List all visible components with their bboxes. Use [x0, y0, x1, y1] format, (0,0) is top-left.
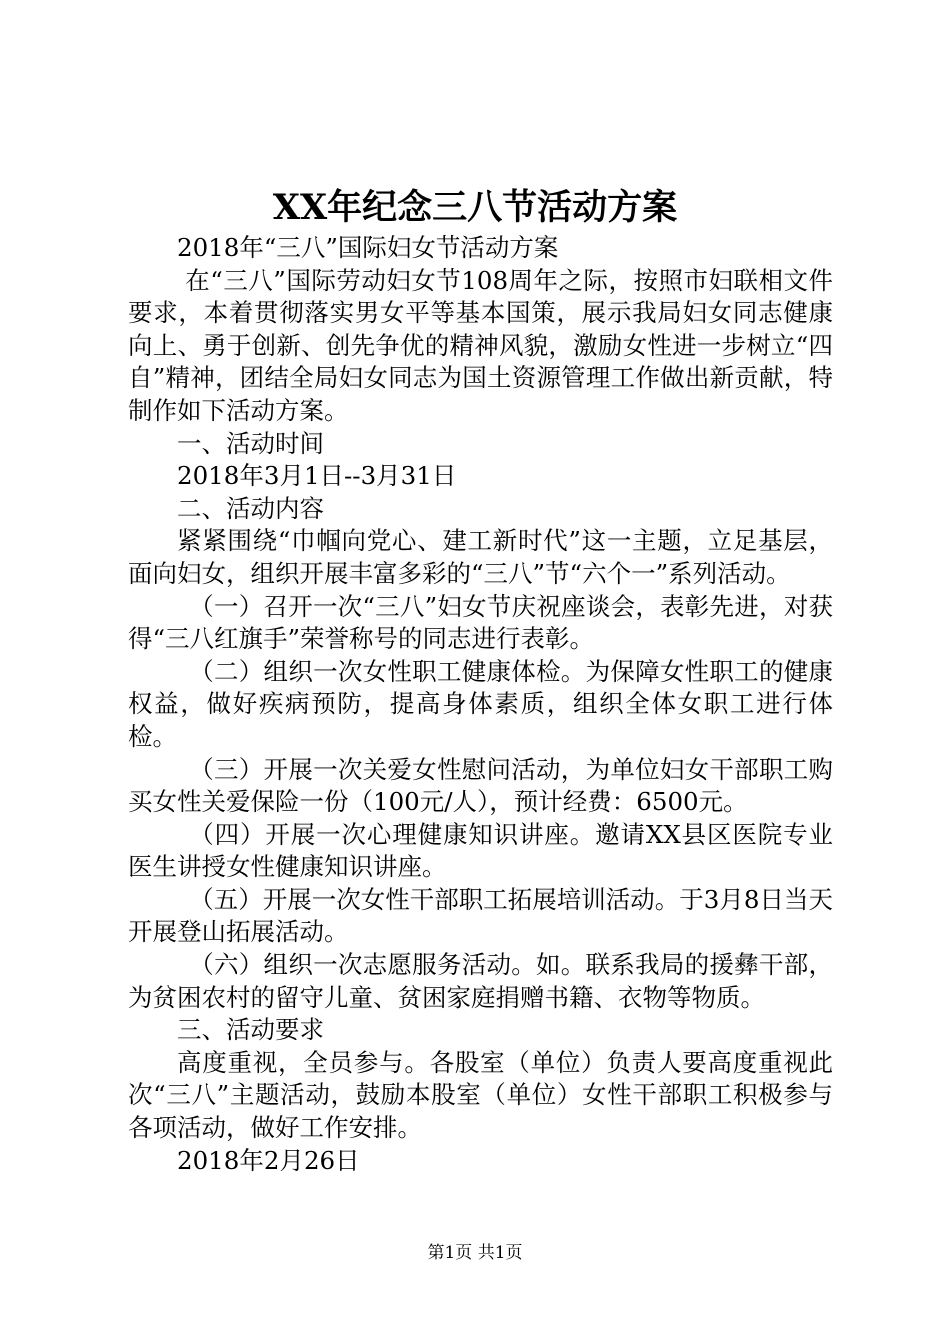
time-paragraph: 2018年3月1日--3月31日	[177, 461, 457, 491]
document-title: XX年纪念三八节活动方案	[272, 187, 678, 228]
subtitle-paragraph: 2018年“三八”国际妇女节活动方案	[177, 233, 559, 262]
activity-item-4: （四）开展一次心理健康知识讲座。邀请XX县区医院专业医生讲授女性健康知识讲座。	[128, 819, 833, 882]
page-footer: 第1页 共1页	[427, 1243, 523, 1263]
activity-item-2: （二）组织一次女性职工健康体检。为保障女性职工的健康权益，做好疾病预防，提高身体素质，组织全体女职工进行体检。	[128, 656, 833, 751]
section-heading-time: 一、活动时间	[177, 428, 324, 458]
content-intro-paragraph: 紧紧围绕“巾帼向党心、建工新时代”这一主题，立足基层，面向妇女，组织开展丰富多彩的“三八”节“六个一”系列活动。	[128, 526, 833, 588]
section-heading-requirements: 三、活动要求	[177, 1015, 324, 1045]
requirements-paragraph: 高度重视，全员参与。各股室（单位）负责人要高度重视此次“三八”主题活动，鼓励本股室（单位）女性干部职工积极参与各项活动，做好工作安排。	[128, 1047, 833, 1143]
activity-item-6: （六）组织一次志愿服务活动。如。联系我局的援彝干部，为贫困农村的留守儿童、贫困家庭捐赠书籍、衣物等物质。	[128, 950, 833, 1012]
activity-item-1: （一）召开一次“三八”妇女节庆祝座谈会，表彰先进，对获得“三八红旗手”荣誉称号的同志进行表彰。	[128, 591, 833, 654]
section-heading-content: 二、活动内容	[177, 493, 324, 523]
activity-item-5: （五）开展一次女性干部职工拓展培训活动。于3月8日当天开展登山拓展活动。	[128, 884, 833, 947]
document-body	[128, 232, 833, 1177]
date-paragraph: 2018年2月26日	[177, 1145, 360, 1175]
intro-paragraph: 在“三八”国际劳动妇女节108周年之际，按照市妇联相文件要求，本着贯彻落实男女平等基本国策，展示我局妇女同志健康向上、勇于创新、创先争优的精神风貌，激励女性进一步树立“四自”精神，团结全局妇女同志为国土资源管理工作做出新贡献，特制作如下活动方案。	[128, 265, 834, 425]
activity-item-3: （三）开展一次关爱女性慰问活动，为单位妇女干部职工购买女性关爱保险一份（100元/人），预计经费：6500元。	[128, 754, 833, 817]
